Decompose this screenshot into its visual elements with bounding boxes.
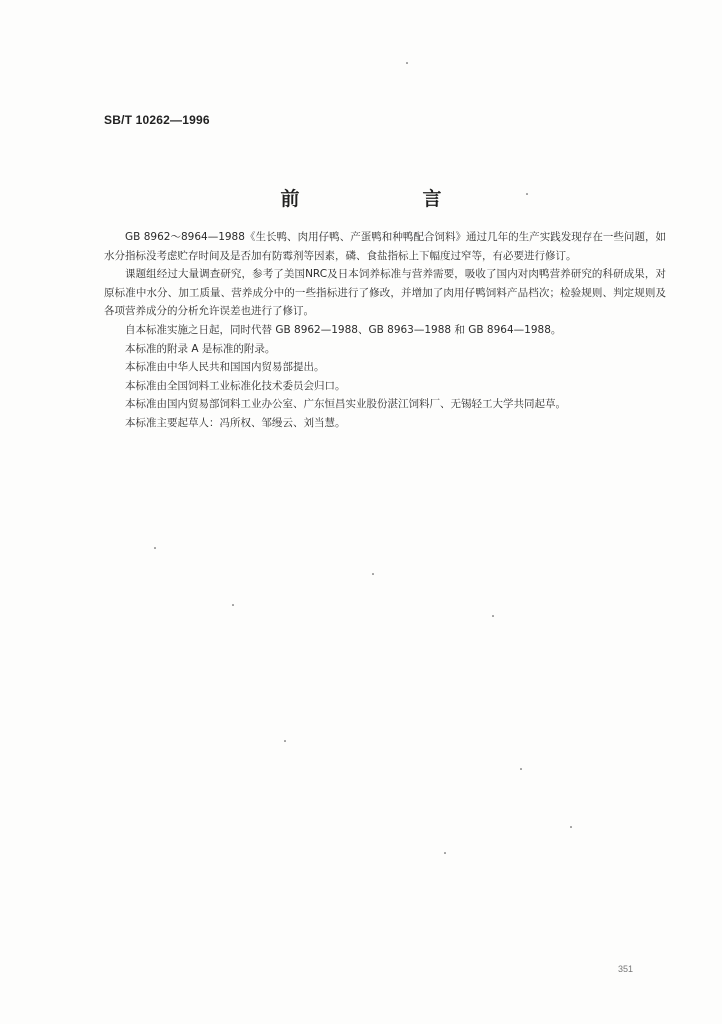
paragraph-drafting-units: 本标准由国内贸易部饲料工业办公室、广东恒昌实业股份湛江饲料厂、无锡轻工大学共同起草。 [125, 398, 566, 411]
scan-speck [372, 573, 374, 575]
paragraph-centralized: 本标准由全国饲料工业标准化技术委员会归口。 [125, 379, 346, 392]
standard-code: SB/T 10262—1996 [104, 113, 210, 127]
paragraph-appendix: 本标准的附录 A 是标准的附录。 [125, 342, 276, 355]
scan-speck [570, 826, 572, 828]
scan-speck [284, 740, 286, 742]
paragraph-replacement: 自本标准实施之日起，同时代替 GB 8962—1988、GB 8963—1988 和 GB 8964—1988。 [125, 323, 562, 336]
scan-speck [444, 852, 446, 854]
scan-speck [526, 193, 528, 195]
scan-speck [492, 615, 494, 617]
page-title: 前 言 [280, 188, 494, 210]
paragraph-revision-reason: GB 8962～8964—1988《生长鸭、肉用仔鸭、产蛋鸭和种鸭配合饲料》通过几年的生产实践发现存在一些问题，如水分指标没考虑贮存时间及是否加有防霉剂等因素，磷、食盐指标上下幅度过窄等，有必要进行修订。 [104, 231, 666, 262]
scan-speck [154, 547, 156, 549]
scan-speck [232, 604, 234, 606]
scan-speck [406, 62, 408, 64]
page-number: 351 [618, 964, 634, 974]
paragraph-drafters: 本标准主要起草人：冯所权、邹缦云、刘当慧。 [125, 416, 346, 429]
scan-speck [520, 768, 522, 770]
foreword-body [104, 228, 666, 433]
paragraph-proposer: 本标准由中华人民共和国国内贸易部提出。 [125, 361, 325, 374]
paragraph-research-basis: 课题组经过大量调查研究，参考了美国NRC及日本饲养标准与营养需要，吸收了国内对肉鸭营养研究的科研成果，对原标准中水分、加工质量、营养成分中的一些指标进行了修改，并增加了肉用仔鸭饲料产品档次；检验规则、判定规则及各项营养成分的分析允许误差也进行了修订。 [104, 268, 666, 318]
